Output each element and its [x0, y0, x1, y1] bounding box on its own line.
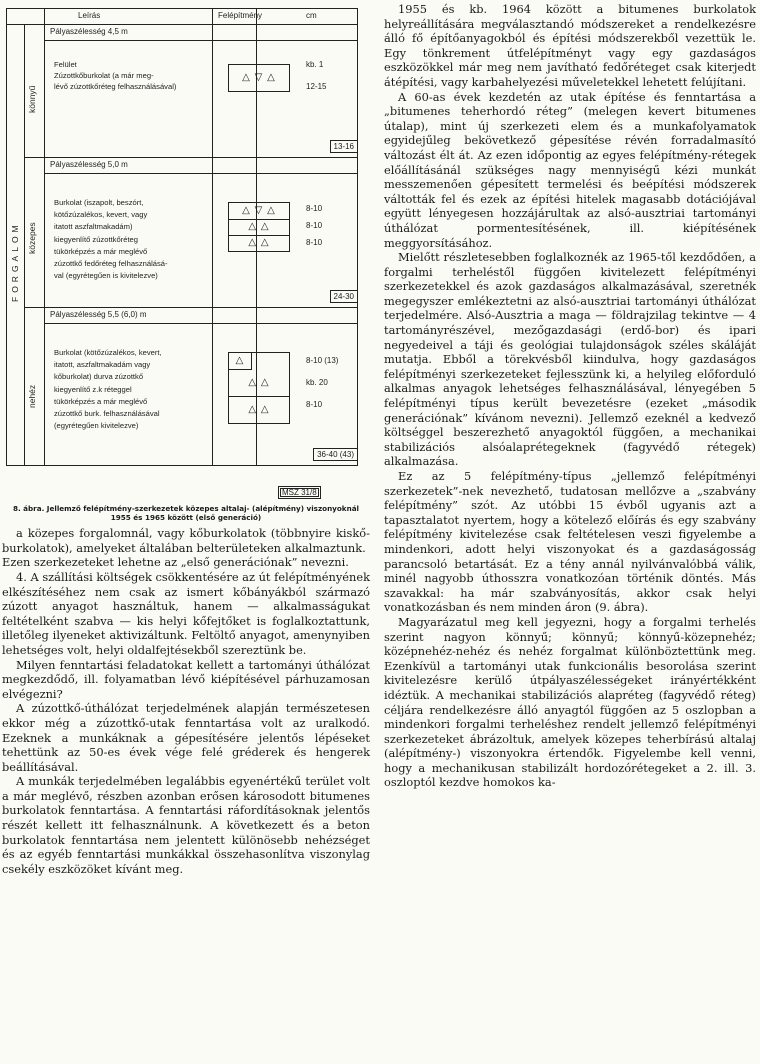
layer-value: 12-15: [306, 82, 327, 91]
box-row: △ △: [229, 369, 289, 397]
layer-text: val (egyrétegűen is kivitelezve): [54, 271, 158, 281]
header-structure: Felépítmény: [218, 11, 263, 20]
layer-value: 8-10: [306, 221, 323, 230]
structure-box: [228, 202, 290, 252]
section-category: nehéz: [27, 384, 37, 408]
left-text: [2, 526, 370, 876]
rule: [6, 8, 358, 9]
layer-value: kb. 1: [306, 60, 324, 69]
rule: [6, 8, 7, 466]
right-column: [384, 2, 756, 790]
layer-text: tükörképzés a már meglévő: [54, 246, 148, 256]
paragraph: Ez az 5 felépítmény-típus „jellemző felépítményi szerkezetek”-nek nevezhető, tudatosan mellőzve a „szabvány felépítmény” szót. Az utóbbi 15 évből ugyanis azt a tapasztalatot nyertem, hogy a kötelező előírás és egy szabvány felépítmény kivitelezése csak feltételesen veszi figyelembe a mindenkori, adott helyi viszonyokat és a gazdaságosság parancsoló betartását. Ez a tény annál nyilvánvalóbbá válik, minél nagyobb úthosszra vonatkozóan történik döntés. Más szavakkal: ha már szabványosítás, akkor csak helyi vonatkozásban és nem minden áron (9. ábra).: [384, 469, 756, 615]
layer-text: Burkolat (kötőzúzalékos, kevert,: [54, 348, 162, 357]
side-label: FORGALOM: [10, 221, 20, 302]
rule: [44, 40, 358, 41]
section-total: 13-16: [330, 140, 358, 153]
section-width-label: Pályaszélesség 5,5 (6,0) m: [50, 310, 147, 319]
paragraph: 4. A szállítási költségek csökkentésére az út felépítményének elkészítéséhez nem csak az ismert kőbányákból származó zúzott anyagot használtuk, hanem — alkalmasságukat feltételként szabva — kis helyi kőfejtőket is foglalkoztattunk, illetőleg ilyeneket aktivizáltunk. Feltöltő anyagot, amenynyiben lehetséges volt, helyi oldalfejtésekből szereztünk be.: [2, 569, 371, 657]
section-category: közepes: [27, 222, 37, 254]
paragraph: Magyarázatul meg kell jegyezni, hogy a forgalmi terhelés szerint nagyon könnyű; könnyű; könnyű-közepnehéz; középnehéz-nehéz és nehéz forgalmat különböztettünk meg. Ezenkívül a tartományi utak funkcionális besorolása szerint kivitelezésre kerülő útpályaszélességeket irányértékként idéztük. A mechanikai stabilizációs alapréteg (fagyvédő réteg) céljára rendelkezésre álló anyagtól függően az 5 oszlopban a mindenkori forgalmi terheléshez rendelt jellemző felépítményi szerkezeteket ábrázoltuk, amelyek közepes teherbírású altalaj (alépítmény-) viszonyokra értendők. Figyelembe kell venni, hogy a mechanikusan stabilizált hordozórétegeket a 2. ill. 3. oszloptól kezdve homokos ka-: [384, 614, 756, 790]
paragraph: a közepes forgalomnál, vagy kőburkolatok (többnyire kiskő-burkolatok), amelyeket általában belterületeken alkalmaztunk.: [2, 526, 370, 555]
layer-text: itatott, aszfaltmakadám vagy: [54, 360, 151, 370]
box-row: △ △: [248, 237, 270, 248]
box-row: △ △: [229, 219, 289, 236]
section-width-label: Pályaszélesség 4,5 m: [50, 27, 128, 36]
layer-value: 8-10: [306, 204, 323, 213]
paragraph: A 60-as évek kezdetén az utak építése és fenntartása a „bitumenes teherhordó réteg” (melegen kevert bitumenes útalap), mint új szerkezeti elem és a munkafolyamatok egyidejűleg bekövetkező gépesítése révén forradalmasító változást élt át. Az ezen időpontig az egyes felépítmény-rétegek előállításánál szükséges nagy mennyiségű kézi munkát messzemenően gépesített termelési és beépítési módszerek váltották fel és ezek az építési hitelek magasabb dotációjával együtt lényegesen hozzájárultak az alsó-ausztriai tartományi úthálózat pormentesítésének, ill. kiépítésének meggyorsításához.: [384, 89, 756, 250]
rule: [6, 24, 358, 25]
layer-text: zúzottkő fedőréteg felhasználásá-: [54, 259, 168, 268]
rule: [212, 8, 213, 466]
layer-text: lévő zúzottkőréteg felhasználásával): [54, 82, 177, 91]
paragraph: A zúzottkő-úthálózat terjedelmének alapján természetesen ekkor még a zúzottkő-utak fenntartása volt az uralkodó. Ezeknek a munkáknak a gépesítésére jelentős lépéseket tehettünk az 50-es évek vége felé gréderek és hengerek beállításával.: [2, 701, 370, 774]
header-description: Leírás: [78, 11, 101, 20]
layer-text: Felület: [54, 60, 77, 69]
section-total: 24-30: [330, 290, 358, 303]
rule: [44, 323, 358, 324]
box-row: △: [229, 353, 252, 370]
layer-value: 8-10: [306, 400, 323, 409]
paragraph: A munkák terjedelmében legalábbis egyenértékű terület volt a már meglévő, részben azonban erősen károsodott bitumenes burkolatok fenntartása. A fenntartási ráfordításoknak jelentős részét kellett itt felhasználnunk. A következett és a beton burkolatok fenntartása nem jelentett különösebb nehézséget és az egyéb fenntartási munkákkal összehasonlítva viszonylag csekély eszközöket kívánt meg.: [2, 774, 370, 876]
header-cm: cm: [306, 11, 317, 20]
layer-text: kiegyenlítő z.k réteggel: [54, 384, 132, 394]
layer-text: Burkolat (iszapolt, beszórt,: [54, 198, 144, 207]
layer-text: kőburkolat) durva zúzottkő: [54, 372, 144, 382]
paragraph: Mielőtt részletesebben foglalkoznék az 1965-től kezdődően, a forgalmi terheléstől függően kivitelezett felépítményi szerkezetekkel és azok gazdaságos alkalmazásával, szeretnék megegyszer emlékeztetni az alsó-ausztriai tartományi úthálózat terjedelmére. Alsó-Ausztria a maga — földrajzilag tekintve — 4 tartományrészével, mezőgazdasági (erdő-bor) és ipari negyedeivel a táji és geológiai tulajdonságok széles skáláját mutatja. Ebből a törekvésből kiindulva, hogy gazdaságos felépítményi szerkezeteket fejlesszünk ki, a helyileg előforduló alkalmas anyagok lehetséges felhasználásával, lényegében 5 felépítményi típus került bevezetésre (ezeket „második generációnak” kívánom nevezni). Jellemző ezeknél a kedvező költséggel beszerezhető anyagoktól függően, a mechanikai stabilizációs alsóalaprétegeknek (fagyvédő rétegek) alkalmazása.: [384, 250, 756, 469]
paragraph: Ezen szerkezeteket lehetne az „első generációnak” nevezni.: [2, 555, 349, 570]
standard-stamp: MSZ 31/8: [278, 486, 321, 499]
figure-caption: 8. ábra. Jellemző felépítmény-szerkezetek közepes altalaj- (alépítmény) viszonyoknál 1955 és 1965 között (első generáció): [12, 504, 360, 522]
layer-value: 8-10 (13): [306, 356, 339, 365]
paragraph: 1955 és kb. 1964 között a bitumenes burkolatok helyreállítására megválasztandó módszereket a rendelkezésre álló fő építőanyagokból és építési módszerekből vezettük le. Egy tönkrement útfelépítményt vagy egy gazdaságos eszközökkel már meg nem javítható fedőréteget csak kiterjedt átépítési, vagy karbahelyezési műveletekkel lehetett felújítani.: [384, 2, 756, 89]
rule: [6, 465, 358, 466]
layer-text: itatott aszfaltmakadám): [54, 222, 133, 232]
layer-value: kb. 20: [306, 378, 328, 387]
layer-text: kötőzúzalékos, kevert, vagy: [54, 210, 148, 220]
box-row: △ ▽ △: [229, 203, 289, 220]
section-category: könnyű: [27, 85, 37, 113]
rule: [24, 157, 358, 158]
left-column: [2, 2, 370, 876]
right-text: [384, 2, 756, 790]
layer-text: Zúzottkőburkolat (a már meg-: [54, 71, 154, 80]
section-total: 36-40 (43): [313, 448, 358, 461]
figure-9: [6, 2, 358, 502]
layer-text: (egyrétegűen kivitelezve): [54, 421, 139, 431]
paragraph: Milyen fenntartási feladatokat kellett a tartományi úthálózat megkezdődő, ill. folyamatban lévő kiépítésével párhuzamosan elvégezni?: [2, 657, 370, 701]
rule: [357, 8, 358, 466]
rule: [44, 173, 358, 174]
section-width-label: Pályaszélesség 5,0 m: [50, 160, 128, 169]
layer-text: tükörképzés a már meglévő: [54, 396, 148, 406]
rule: [24, 24, 25, 465]
rule: [44, 8, 45, 466]
layer-text: kiegyenlítő zúzottkőréteg: [54, 234, 139, 244]
structure-box: [228, 64, 290, 92]
structure-box: [228, 352, 290, 424]
box-row: △ △: [248, 404, 270, 415]
layer-value: 8-10: [306, 238, 323, 247]
box-row: △ ▽ △: [242, 72, 276, 83]
layer-text: zúzottkő burk. felhasználásával: [54, 409, 160, 418]
rule: [24, 307, 358, 308]
